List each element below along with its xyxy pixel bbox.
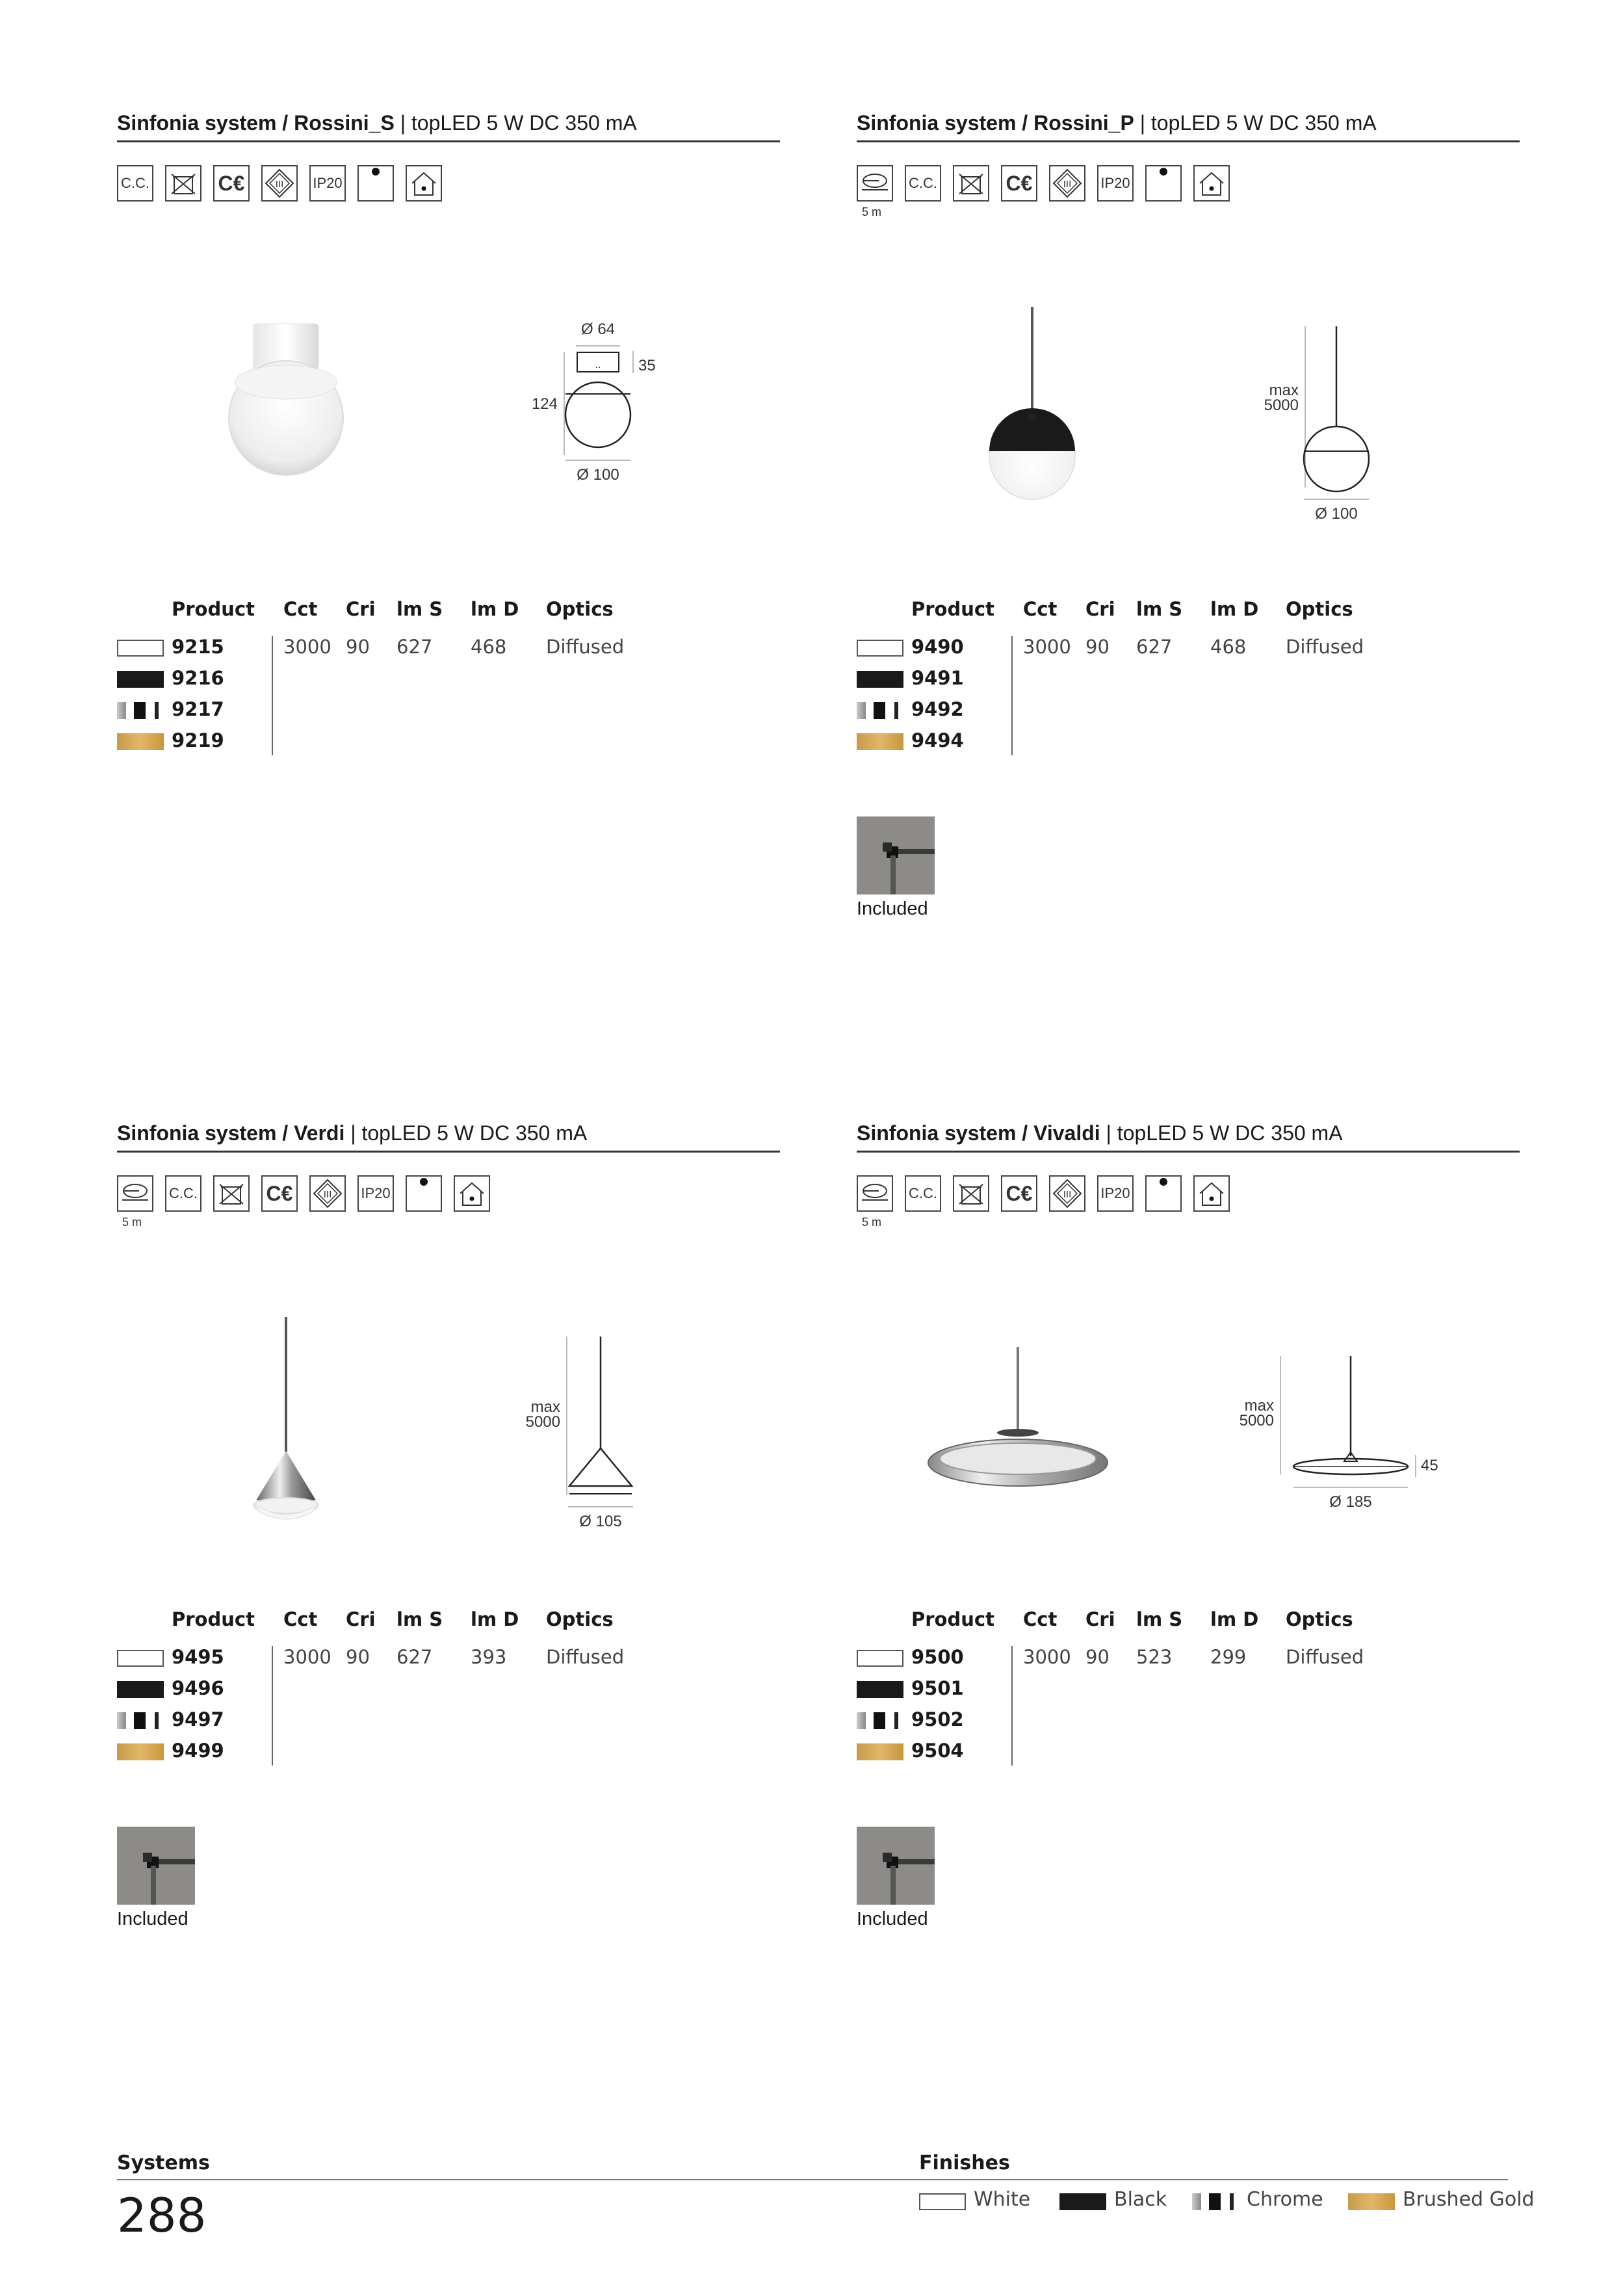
cable-icon (857, 165, 893, 202)
value-lm-s: 627 (396, 636, 433, 658)
swatch-black (857, 671, 903, 688)
header-cct: Cct (283, 598, 318, 620)
product-code: 9504 (911, 1740, 964, 1762)
spot-icon (406, 1175, 442, 1212)
swatch-gold (857, 1743, 903, 1760)
value-cct: 3000 (283, 636, 331, 658)
cable-length-label: 5 m (862, 205, 882, 218)
table-divider (1011, 1646, 1013, 1766)
no-bin-icon (165, 165, 201, 202)
ce-mark-icon: C€ (1001, 1175, 1037, 1212)
section-verdi (117, 1119, 780, 2081)
swatch-gold (857, 733, 903, 750)
header-product: Product (172, 1608, 255, 1630)
indoor-house-icon (1193, 1175, 1230, 1212)
value-cri: 90 (346, 636, 370, 658)
dim-bottom-diameter: Ø 185 (1329, 1493, 1372, 1511)
spot-icon (1145, 1175, 1182, 1212)
page-number: 288 (117, 2188, 207, 2243)
value-cri: 90 (1085, 636, 1110, 658)
finish-swatch-white (919, 2193, 966, 2210)
finish-swatch-chrome (1192, 2193, 1239, 2210)
spot-icon (1145, 165, 1182, 202)
section-vivaldi (857, 1119, 1520, 2081)
product-code: 9501 (911, 1677, 964, 1699)
included-accessory-image (857, 816, 935, 894)
value-optics: Diffused (1286, 636, 1364, 658)
dim-canopy-height: 35 (638, 357, 656, 374)
included-accessory-image (857, 1827, 935, 1905)
header-lm-s: lm S (1136, 598, 1183, 620)
header-lm-s: lm S (396, 1608, 443, 1630)
section-rossini-p (857, 109, 1520, 1071)
header-optics: Optics (546, 598, 614, 620)
product-code: 9491 (911, 667, 964, 689)
title-rest: | topLED 5 W DC 350 mA (1134, 111, 1377, 135)
dim-total-height: 124 (531, 395, 558, 413)
dim-height: 45 (1421, 1457, 1438, 1474)
indoor-house-icon (406, 165, 442, 202)
header-optics: Optics (1286, 598, 1353, 620)
section-title (117, 1119, 780, 1153)
product-photo-rossini-p (974, 307, 1091, 518)
swatch-black (117, 1681, 164, 1698)
value-cct: 3000 (283, 1646, 331, 1668)
header-lm-d: lm D (471, 598, 519, 620)
swatch-chrome (117, 702, 164, 719)
header-cct: Cct (283, 1608, 318, 1630)
product-code: 9499 (172, 1740, 224, 1762)
product-code: 9216 (172, 667, 224, 689)
product-table (857, 598, 1520, 767)
title-bold: Sinfonia system / Vivaldi (857, 1121, 1100, 1145)
value-lm-s: 523 (1136, 1646, 1173, 1668)
header-lm-d: lm D (1210, 1608, 1259, 1630)
dim-bottom-diameter: Ø 100 (1315, 505, 1358, 523)
technical-drawing-vivaldi (1221, 1347, 1438, 1545)
product-code: 9217 (172, 698, 224, 720)
footer-divider (117, 2179, 1508, 2180)
header-lm-d: lm D (471, 1608, 519, 1630)
title-rest: | topLED 5 W DC 350 mA (1100, 1121, 1343, 1145)
cable-length-label: 5 m (862, 1216, 882, 1229)
spot-icon (357, 165, 394, 202)
dim-bottom-diameter: Ø 105 (579, 1513, 622, 1530)
swatch-white (117, 640, 164, 657)
product-code: 9490 (911, 636, 964, 658)
ce-mark-icon: C€ (261, 1175, 298, 1212)
dim-bottom-diameter: Ø 100 (577, 466, 619, 484)
no-bin-icon (953, 1175, 989, 1212)
product-code: 9495 (172, 1646, 224, 1668)
svg-text:III: III (1063, 1189, 1072, 1200)
constant-current-icon: C.C. (905, 165, 941, 202)
indoor-house-icon (454, 1175, 490, 1212)
header-product: Product (911, 1608, 994, 1630)
section-title (857, 1119, 1520, 1153)
footer-finishes-title: Finishes (919, 2152, 1010, 2174)
included-label: Included (857, 898, 928, 919)
header-cri: Cri (1085, 1608, 1115, 1630)
title-bold: Sinfonia system / Rossini_P (857, 111, 1134, 135)
table-divider (1011, 636, 1013, 755)
product-photo-verdi (227, 1317, 344, 1528)
svg-text:III: III (1063, 179, 1072, 190)
finish-label-white: White (974, 2188, 1031, 2211)
technical-drawing-verdi (507, 1327, 676, 1545)
swatch-chrome (117, 1712, 164, 1729)
value-lm-d: 393 (471, 1646, 507, 1668)
swatch-white (857, 640, 903, 657)
header-cri: Cri (346, 1608, 376, 1630)
class-iii-icon (1049, 1175, 1085, 1212)
footer-systems-label: Systems (117, 2152, 210, 2174)
technical-drawing-rossini-p (1234, 317, 1403, 528)
product-code: 9492 (911, 698, 964, 720)
dim-max-value: 5000 (525, 1413, 560, 1431)
included-accessory-image (117, 1827, 195, 1905)
indoor-house-icon (1193, 165, 1230, 202)
dim-max-value: 5000 (1264, 397, 1299, 414)
dim-top-diameter: Ø 64 (580, 320, 616, 338)
header-product: Product (172, 598, 255, 620)
constant-current-icon: C.C. (117, 165, 153, 202)
value-optics: Diffused (546, 1646, 625, 1668)
title-bold: Sinfonia system / Verdi (117, 1121, 345, 1145)
ip20-icon: IP20 (357, 1175, 394, 1212)
value-cct: 3000 (1023, 636, 1071, 658)
dim-max-label: max (1244, 1397, 1274, 1415)
value-lm-d: 299 (1210, 1646, 1247, 1668)
header-cct: Cct (1023, 598, 1058, 620)
product-table (117, 598, 780, 767)
ip20-icon: IP20 (1097, 1175, 1134, 1212)
class-iii-icon (1049, 165, 1085, 202)
swatch-chrome (857, 1712, 903, 1729)
header-product: Product (911, 598, 994, 620)
section-title (117, 109, 780, 142)
value-cri: 90 (1085, 1646, 1110, 1668)
svg-text:III: III (275, 179, 284, 190)
swatch-white (117, 1650, 164, 1667)
ce-mark-icon: C€ (1001, 165, 1037, 202)
product-code: 9494 (911, 729, 964, 751)
header-lm-d: lm D (1210, 598, 1259, 620)
section-title (857, 109, 1520, 142)
finish-label-gold: Brushed Gold (1403, 2188, 1535, 2211)
header-cri: Cri (346, 598, 376, 620)
swatch-black (857, 1681, 903, 1698)
header-cct: Cct (1023, 1608, 1058, 1630)
cable-icon (117, 1175, 153, 1212)
product-table (857, 1608, 1520, 1777)
product-code: 9497 (172, 1708, 224, 1730)
finish-swatch-black (1059, 2193, 1106, 2210)
title-rest: | topLED 5 W DC 350 mA (344, 1121, 588, 1145)
ip20-icon: IP20 (1097, 165, 1134, 202)
product-photo-vivaldi (922, 1347, 1117, 1519)
finish-swatch-gold (1348, 2193, 1395, 2210)
value-optics: Diffused (546, 636, 625, 658)
header-cri: Cri (1085, 598, 1115, 620)
value-cri: 90 (346, 1646, 370, 1668)
table-divider (272, 636, 273, 755)
product-code: 9502 (911, 1708, 964, 1730)
class-iii-icon (261, 165, 298, 202)
technical-drawing-rossini-s (513, 317, 682, 502)
finish-label-chrome: Chrome (1247, 2188, 1323, 2211)
ce-mark-icon: C€ (213, 165, 250, 202)
swatch-chrome (857, 702, 903, 719)
value-lm-d: 468 (471, 636, 507, 658)
header-lm-s: lm S (1136, 1608, 1183, 1630)
product-code: 9496 (172, 1677, 224, 1699)
title-bold: Sinfonia system / Rossini_S (117, 111, 395, 135)
swatch-black (117, 671, 164, 688)
value-lm-d: 468 (1210, 636, 1247, 658)
constant-current-icon: C.C. (165, 1175, 201, 1212)
header-lm-s: lm S (396, 598, 443, 620)
swatch-gold (117, 1743, 164, 1760)
product-table (117, 1608, 780, 1777)
header-optics: Optics (1286, 1608, 1353, 1630)
value-cct: 3000 (1023, 1646, 1071, 1668)
no-bin-icon (213, 1175, 250, 1212)
no-bin-icon (953, 165, 989, 202)
swatch-gold (117, 733, 164, 750)
product-photo-rossini-s (214, 317, 357, 515)
product-code: 9500 (911, 1646, 964, 1668)
value-lm-s: 627 (1136, 636, 1173, 658)
included-label: Included (857, 1909, 928, 1929)
title-rest: | topLED 5 W DC 350 mA (394, 111, 637, 135)
value-optics: Diffused (1286, 1646, 1364, 1668)
included-label: Included (117, 1909, 188, 1929)
constant-current-icon: C.C. (905, 1175, 941, 1212)
section-rossini-s (117, 109, 780, 1071)
cable-length-label: 5 m (122, 1216, 142, 1229)
class-iii-icon (309, 1175, 346, 1212)
finish-label-black: Black (1114, 2188, 1167, 2211)
swatch-white (857, 1650, 903, 1667)
value-lm-s: 627 (396, 1646, 433, 1668)
svg-text:III: III (323, 1189, 332, 1200)
svg-text:..: .. (595, 359, 601, 371)
dim-max-label: max (530, 1398, 560, 1416)
product-code: 9219 (172, 729, 224, 751)
header-optics: Optics (546, 1608, 614, 1630)
cable-icon (857, 1175, 893, 1212)
product-code: 9215 (172, 636, 224, 658)
dim-max-label: max (1269, 382, 1299, 399)
table-divider (272, 1646, 273, 1766)
ip20-icon: IP20 (309, 165, 346, 202)
dim-max-value: 5000 (1239, 1412, 1274, 1429)
